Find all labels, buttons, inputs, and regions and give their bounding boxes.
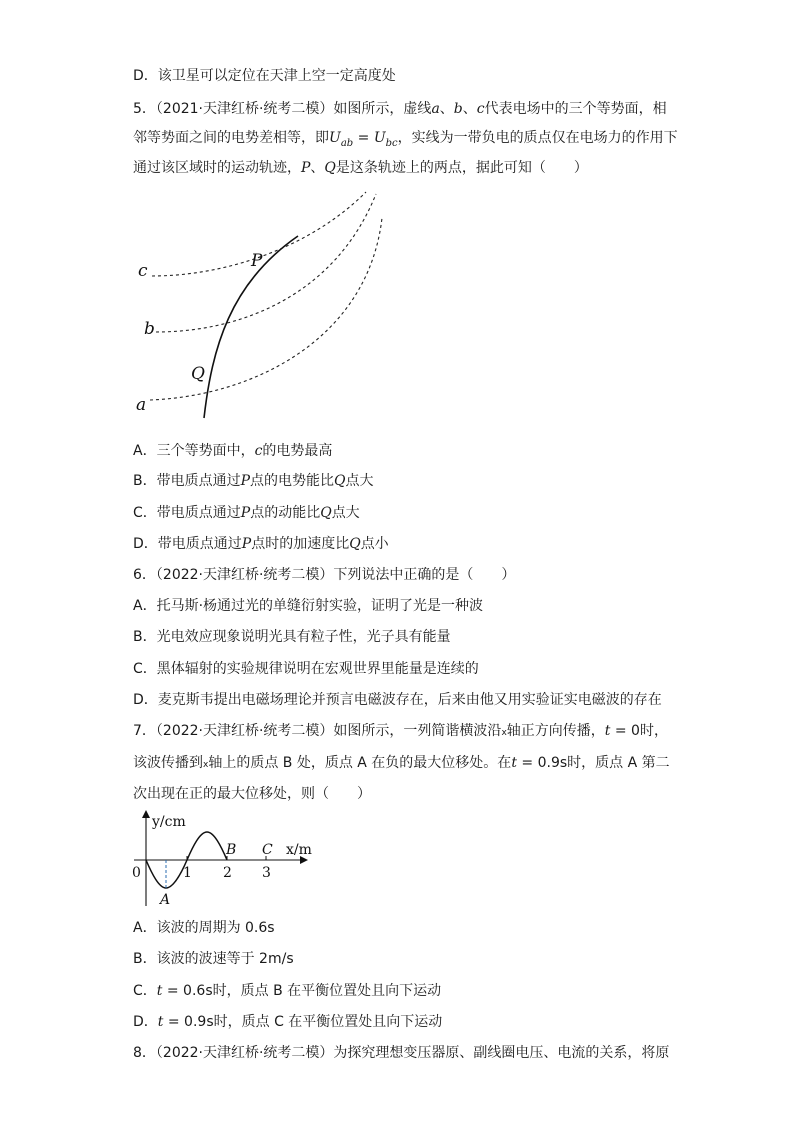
q8-stem: 8．（2022·天津红桥·统考二模）为探究理想变压器原、副线圈电压、电流的关系，将原: [133, 1045, 670, 1061]
q5-option-d: D．带电质点通过P点时的加速度比Q点小: [133, 536, 389, 552]
point-b-label: B: [226, 842, 237, 858]
q6-option-a: A．托马斯·杨通过光的单缝衍射实验，证明了光是一种波: [133, 598, 484, 614]
y-axis-label: y/cm: [152, 814, 186, 830]
tick-label-3: 3: [262, 865, 271, 881]
label-b: b: [144, 319, 155, 339]
point-a-label: A: [160, 892, 171, 908]
q7-stem-line-3: 次出现在正的最大位移处，则（ ）: [133, 786, 371, 802]
q5-stem-line-2: 邻等势面之间的电势差相等，即$U_{ab} = U_{bc}$，实线为一带负电的质点仅在电场力的作用下: [133, 130, 678, 149]
q6-stem: 6．（2022·天津红桥·统考二模）下列说法中正确的是（ ）: [133, 567, 516, 583]
q6-option-b: B．光电效应现象说明光具有粒子性，光子具有能量: [133, 629, 451, 645]
point-c-label: C: [262, 842, 273, 858]
q5-option-b: B．带电质点通过P点的电势能比Q点大: [133, 473, 374, 489]
q7-option-a: A．该波的周期为 0.6s: [133, 920, 275, 936]
q6-option-d: D．麦克斯韦提出电磁场理论并预言电磁波存在，后来由他又用实验证实电磁波的存在: [133, 692, 662, 708]
label-q: Q: [191, 364, 205, 384]
q5-equipotential-figure: [130, 188, 400, 424]
label-c: c: [138, 261, 148, 281]
q5-option-a: A．三个等势面中，c的电势最高: [133, 443, 333, 459]
tick-label-1: 1: [183, 865, 192, 881]
x-axis-label: x/m: [286, 842, 312, 858]
q5-option-c: C．带电质点通过P点的动能比Q点大: [133, 505, 360, 521]
tick-label-2: 2: [223, 865, 232, 881]
label-p: P: [251, 251, 263, 271]
y-axis-arrow: [142, 810, 150, 818]
q7-stem-line-2: 该波传播到x轴上的质点 B 处，质点 A 在负的最大位移处。在t = 0.9s时，质点 A 第二: [133, 755, 670, 771]
q5-stem-line-3: 通过该区域时的运动轨迹，P、Q是这条轨迹上的两点，据此可知（ ）: [133, 160, 588, 176]
q7-option-d: D．t = 0.9s时，质点 C 在平衡位置处且向下运动: [133, 1014, 443, 1030]
q7-option-c: C．t = 0.6s时，质点 B 在平衡位置处且向下运动: [133, 983, 442, 999]
q5-stem-line-1: 5．（2021·天津红桥·统考二模）如图所示，虚线a、b、c代表电场中的三个等势面，相: [133, 101, 667, 117]
q7-option-b: B．该波的波速等于 2m/s: [133, 951, 294, 967]
q7-stem-line-1: 7．（2022·天津红桥·统考二模）如图所示，一列简谐横波沿x轴正方向传播，t = 0时，: [133, 723, 668, 739]
label-a: a: [136, 395, 147, 415]
q4-option-d: D．该卫星可以定位在天津上空一定高度处: [133, 68, 396, 84]
q6-option-c: C．黑体辐射的实验规律说明在宏观世界里能量是连续的: [133, 661, 479, 677]
origin-label: 0: [132, 865, 141, 881]
q7-wave-figure: [128, 808, 318, 912]
